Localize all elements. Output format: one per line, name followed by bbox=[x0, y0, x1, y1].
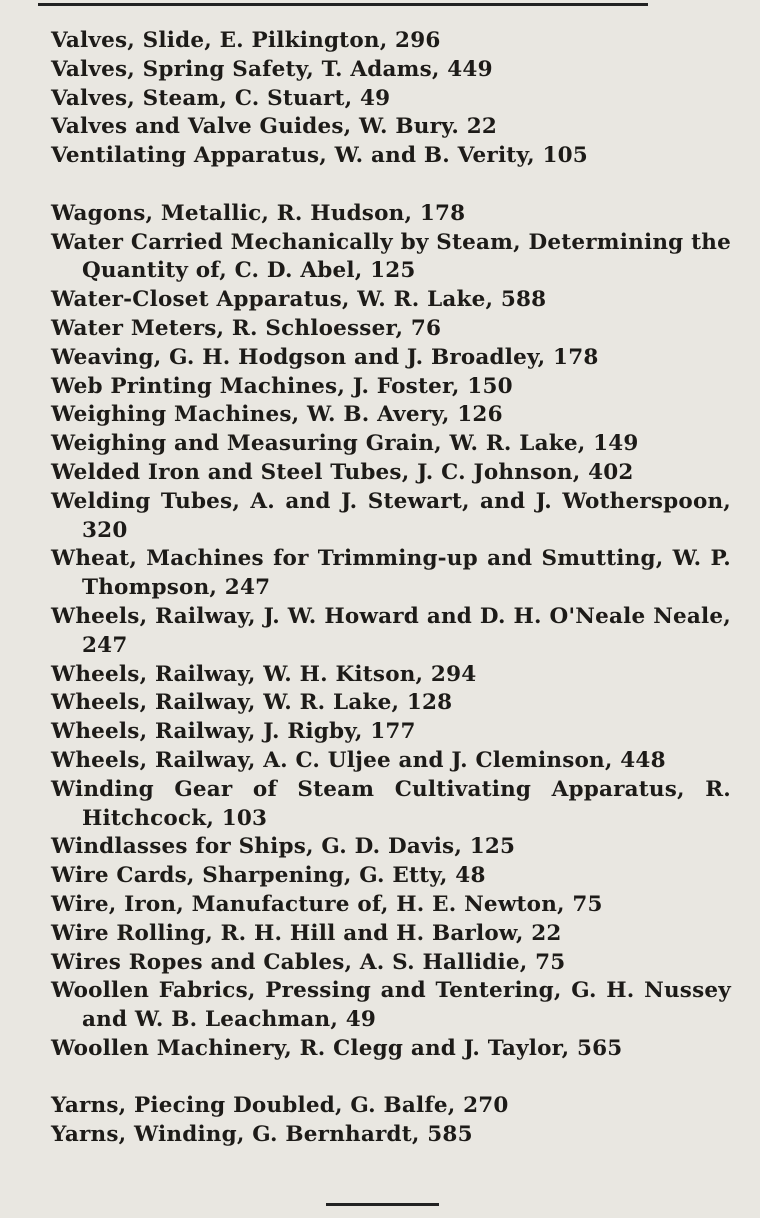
index-entry: Wheels, Railway, A. C. Uljee and J. Cleminson, 448 bbox=[51, 747, 666, 773]
index-entry: Wheels, Railway, J. Rigby, 177 bbox=[51, 719, 416, 745]
bottom-rule bbox=[326, 1203, 439, 1206]
top-rule bbox=[38, 3, 648, 6]
index-entry: Water-Closet Apparatus, W. R. Lake, 588 bbox=[51, 287, 547, 313]
index-entry: Wheels, Railway, W. H. Kitson, 294 bbox=[51, 661, 477, 687]
index-entry: Wheat, Machines for Trimming-up and Smutting, W. P. Thompson, 247 bbox=[51, 546, 731, 601]
index-entry: Wheels, Railway, J. W. Howard and D. H. O'Neale Neale, 247 bbox=[51, 603, 731, 658]
index-entry: Wheels, Railway, W. R. Lake, 128 bbox=[51, 690, 453, 716]
index-entry: Wagons, Metallic, R. Hudson, 178 bbox=[51, 200, 466, 226]
index-entry: Web Printing Machines, J. Foster, 150 bbox=[51, 373, 513, 399]
index-entry: Yarns, Winding, G. Bernhardt, 585 bbox=[51, 1122, 473, 1148]
index-entry: Water Carried Mechanically by Steam, Determining the Quantity of, C. D. Abel, 125 bbox=[51, 229, 731, 284]
index-entry: Welded Iron and Steel Tubes, J. C. Johnson, 402 bbox=[51, 459, 634, 485]
index-entry: Wires Ropes and Cables, A. S. Hallidie, 75 bbox=[51, 949, 566, 975]
index-entry: Winding Gear of Steam Cultivating Apparatus, R. Hitchcock, 103 bbox=[51, 776, 731, 831]
index-group-w bbox=[51, 200, 731, 1064]
index-entry: Wire, Iron, Manufacture of, H. E. Newton, 75 bbox=[51, 891, 603, 917]
index-entry: Ventilating Apparatus, W. and B. Verity, 105 bbox=[51, 143, 588, 169]
index-entry: Valves and Valve Guides, W. Bury. 22 bbox=[51, 114, 498, 140]
index-entry: Woollen Machinery, R. Clegg and J. Taylor, 565 bbox=[51, 1035, 623, 1061]
index-entry: Yarns, Piecing Doubled, G. Balfe, 270 bbox=[51, 1093, 509, 1119]
index-entry: Woollen Fabrics, Pressing and Tentering, G. H. Nussey and W. B. Leachman, 49 bbox=[51, 978, 731, 1033]
index-entry: Weighing and Measuring Grain, W. R. Lake, 149 bbox=[51, 431, 639, 457]
subject-index bbox=[51, 27, 731, 1179]
index-entry: Weighing Machines, W. B. Avery, 126 bbox=[51, 402, 503, 428]
index-group-y bbox=[51, 1092, 731, 1150]
index-entry: Valves, Steam, C. Stuart, 49 bbox=[51, 85, 391, 111]
index-entry: Windlasses for Ships, G. D. Davis, 125 bbox=[51, 834, 516, 860]
index-entry: Wire Rolling, R. H. Hill and H. Barlow, 22 bbox=[51, 920, 562, 946]
index-group-v bbox=[51, 27, 731, 171]
index-entry: Valves, Slide, E. Pilkington, 296 bbox=[51, 28, 441, 53]
index-entry: Weaving, G. H. Hodgson and J. Broadley, 178 bbox=[51, 344, 599, 370]
index-entry: Wire Cards, Sharpening, G. Etty, 48 bbox=[51, 863, 486, 889]
index-entry: Water Meters, R. Schloesser, 76 bbox=[51, 315, 442, 341]
index-entry: Valves, Spring Safety, T. Adams, 449 bbox=[51, 56, 493, 82]
index-entry: Welding Tubes, A. and J. Stewart, and J. Wotherspoon, 320 bbox=[51, 488, 731, 543]
